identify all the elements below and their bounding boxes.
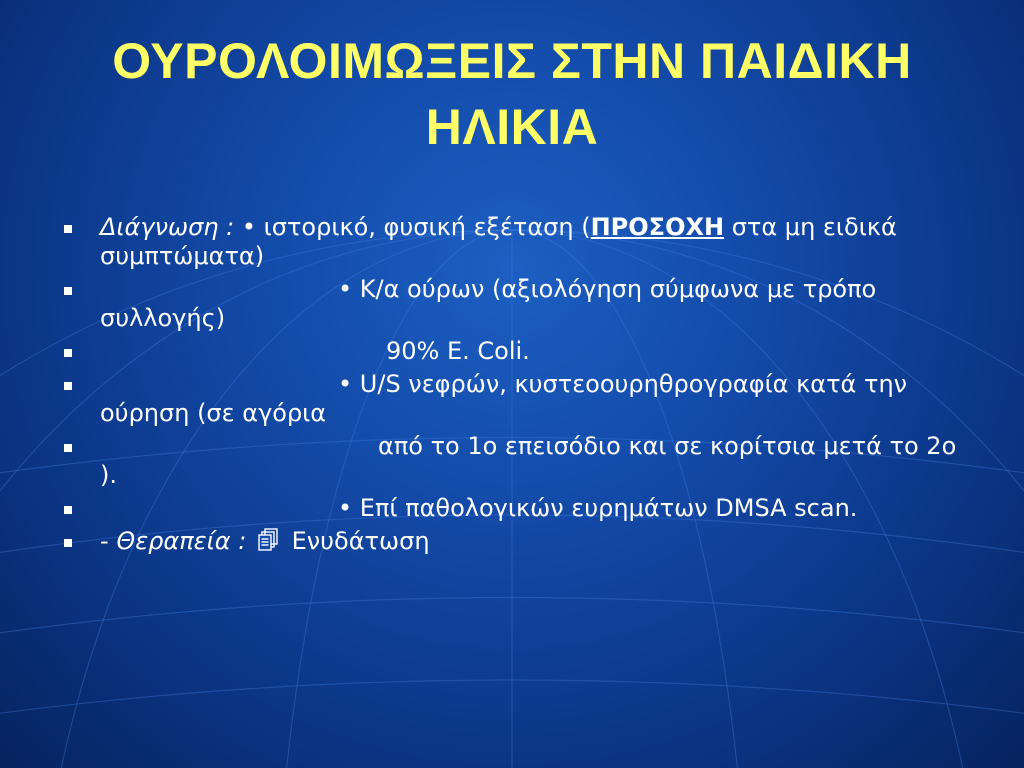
dot-marker: • <box>338 494 353 522</box>
list-item <box>60 213 960 271</box>
square-bullet-icon <box>64 382 72 390</box>
square-bullet-icon <box>64 287 72 295</box>
list-item <box>60 527 960 556</box>
item-text: ιστορικό, φυσική εξέταση ( <box>256 213 591 241</box>
title-line-2: ΗΛΙΚΙΑ <box>425 99 599 155</box>
square-bullet-icon <box>64 444 72 452</box>
slide-title <box>0 28 1024 160</box>
square-bullet-icon <box>64 506 72 514</box>
item-text: Ενυδάτωση <box>291 527 430 555</box>
dash-marker: - <box>100 527 109 555</box>
dot-marker: • <box>338 370 353 398</box>
document-icon <box>258 528 278 552</box>
item-text: U/S νεφρών, κυστεοουρηθρογραφία κατά την ούρηση (σε αγόρια <box>100 370 908 427</box>
list-item <box>60 370 960 428</box>
item-text: Επί παθολογικών ευρημάτων DMSA scan. <box>352 494 858 522</box>
square-bullet-icon <box>64 539 72 547</box>
item-text: 90% E. Coli. <box>386 337 530 365</box>
list-item <box>60 494 960 523</box>
dot-marker: • <box>338 275 353 303</box>
warning-text: ΠΡΟΣΟΧΗ <box>590 213 725 241</box>
diagnosis-label: Διάγνωση : <box>100 213 235 241</box>
therapy-label: Θεραπεία : <box>116 527 247 555</box>
item-text: στα μη ειδικά συμπτώματα) <box>100 213 897 270</box>
list-item <box>60 432 960 490</box>
list-item <box>60 275 960 333</box>
square-bullet-icon <box>64 349 72 357</box>
item-text: Κ/α ούρων (αξιολόγηση σύμφωνα με τρόπο συλλογής) <box>100 275 877 332</box>
title-line-1: ΟΥΡΟΛΟΙΜΩΞΕΙΣ ΣΤΗΝ ΠΑΙΔΙΚΗ <box>112 33 912 89</box>
bullet-list <box>60 213 960 560</box>
dot-marker: • <box>241 213 256 241</box>
list-item <box>60 337 960 366</box>
item-text: από το 1ο επεισόδιο και σε κορίτσια μετά το 2ο ). <box>100 432 957 489</box>
square-bullet-icon <box>64 225 72 233</box>
